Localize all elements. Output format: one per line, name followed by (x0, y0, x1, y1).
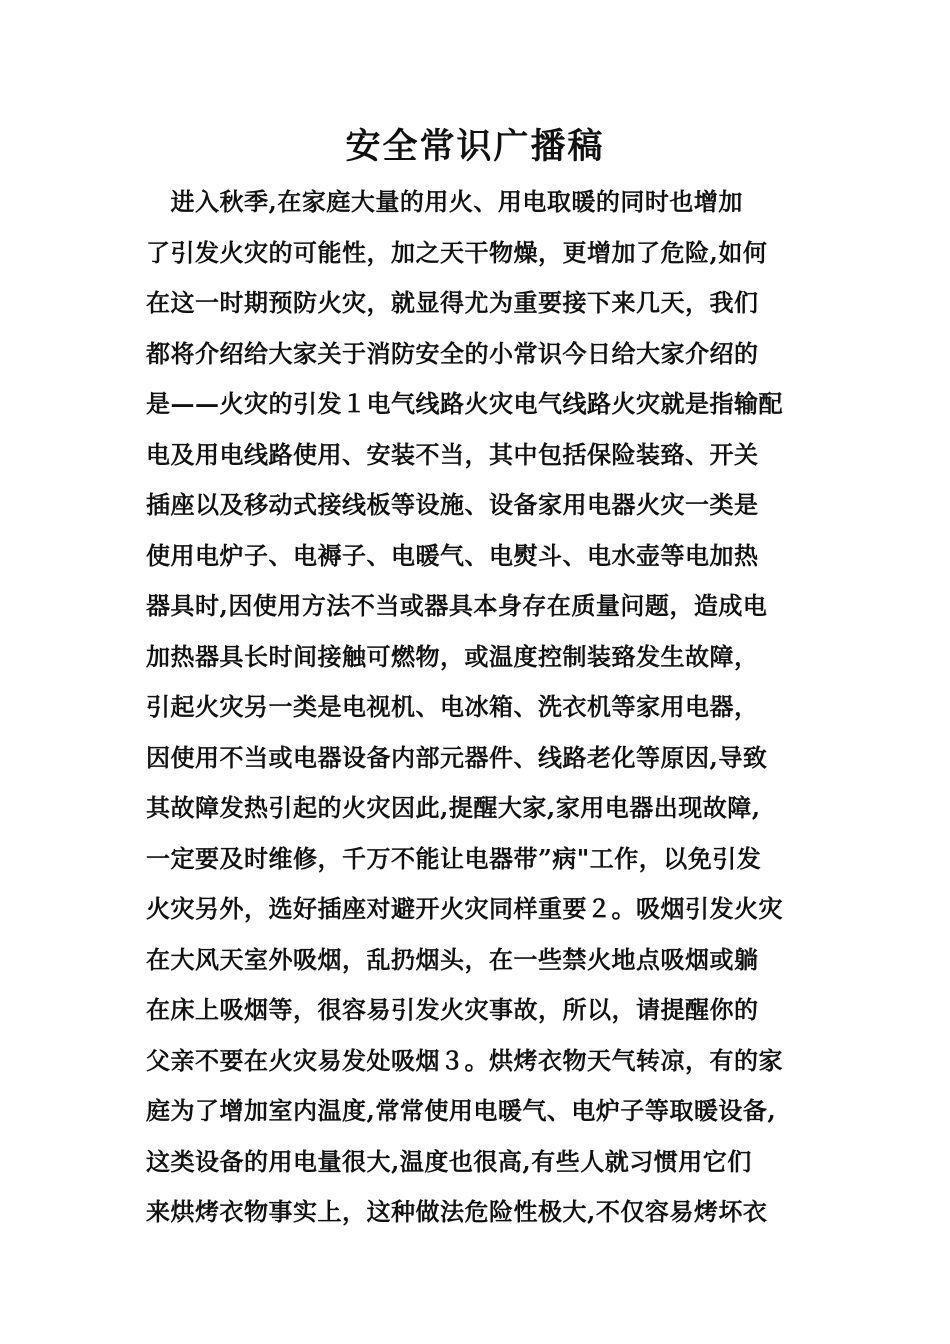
body-line: 进入秋季,在家庭大量的用火、用电取暖的同时也增加 (146, 187, 743, 216)
body-line: 了引发火灾的可能性，加之天干物燥，更增加了危险,如何 (146, 237, 768, 267)
body-line: 因使用不当或电器设备内部元器件、线路老化等原因,导致 (146, 742, 768, 772)
body-line: 使用电炉子、电褥子、电暖气、电熨斗、电水壶等电加热 (146, 540, 759, 570)
body-line: 电及用电线路使用、安装不当，其中包括保险装臵、开关 (146, 439, 759, 469)
document-title: 安全常识广播稿 (345, 126, 605, 167)
body-line: 庭为了增加室内温度,常常使用电暖气、电炉子等取暖设备, (146, 1096, 777, 1125)
body-line: 来烘烤衣物事实上，这种做法危险性极大,不仅容易烤坏衣 (146, 1197, 768, 1226)
body-line: 引起火灾另一类是电视机、电冰箱、洗衣机等家用电器， (146, 692, 759, 721)
body-line: 插座以及移动式接线板等设施、设备家用电器火灾一类是 (146, 490, 759, 519)
body-line: 都将介绍给大家关于消防安全的小常识今日给大家介绍的 (146, 338, 759, 368)
body-line: 父亲不要在火灾易发处吸烟３。烘烤衣物天气转凉，有的家 (146, 1045, 783, 1075)
body-line: 其故障发热引起的火灾因此,提醒大家,家用电器出现故障, (146, 793, 761, 822)
body-line: 加热器具长时间接触可燃物，或温度控制装臵发生故障， (146, 641, 759, 671)
document-body (146, 182, 806, 1243)
body-line: 是——火灾的引发１电气线路火灾电气线路火灾就是指输配 (146, 389, 783, 418)
body-line: 器具时,因使用方法不当或器具本身存在质量问题，造成电 (146, 591, 768, 620)
body-line: 一定要及时维修，千万不能让电器带”病"工作，以免引发 (146, 843, 762, 873)
body-line: 这类设备的用电量很大,温度也很高,有些人就习惯用它们 (146, 1146, 752, 1176)
body-line: 在这一时期预防火灾，就显得尤为重要接下来几天，我们 (146, 288, 759, 317)
body-line: 在大风天室外吸烟，乱扔烟头，在一些禁火地点吸烟或躺 (146, 944, 759, 974)
body-line: 火灾另外，选好插座对避开火灾同样重要２。吸烟引发火灾 (146, 894, 783, 923)
body-line: 在床上吸烟等，很容易引发火灾事故，所以，请提醒你的 (146, 995, 759, 1024)
